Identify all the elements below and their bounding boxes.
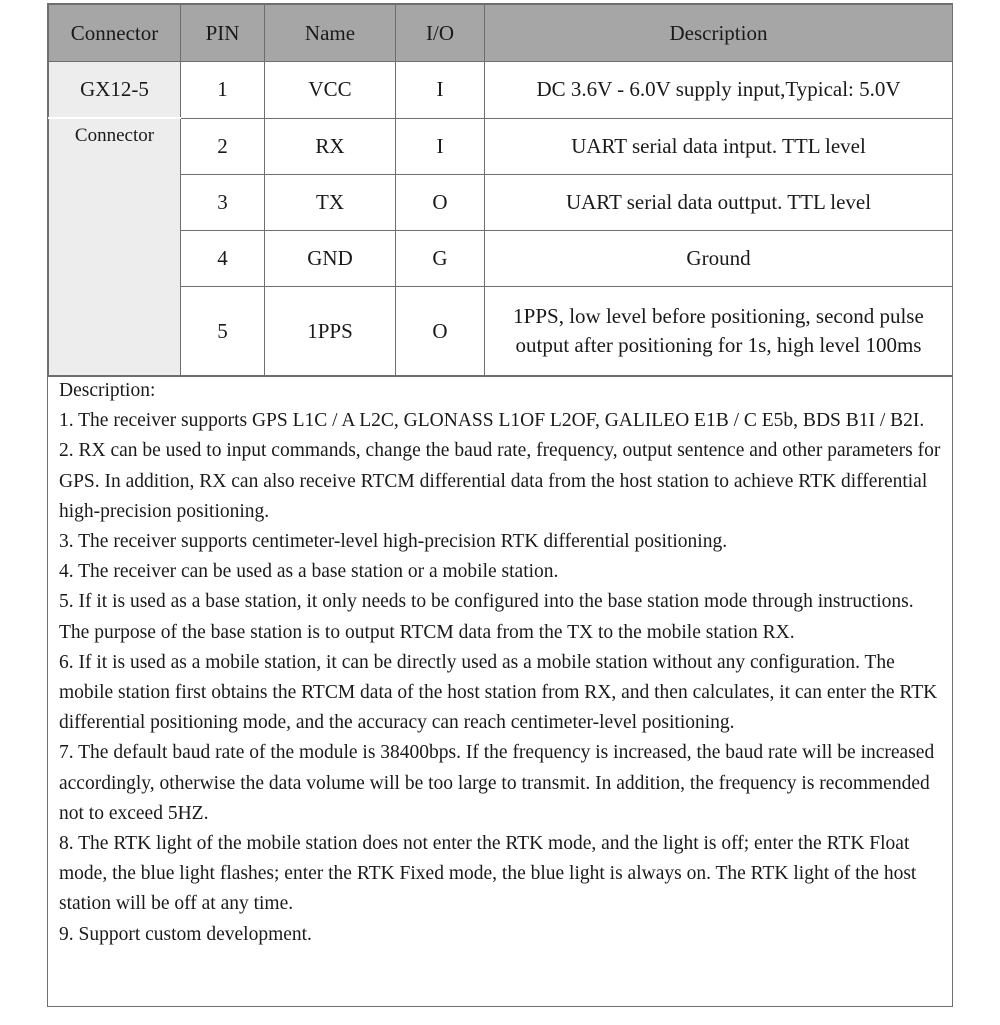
io-cell: O	[396, 286, 485, 376]
description-cell: UART serial data outtput. TTL level	[485, 174, 953, 230]
name-cell: RX	[265, 118, 396, 174]
description-cell: 1PPS, low level before positioning, second pulse output after positioning for 1s, high level 100ms	[485, 286, 953, 376]
description-cell: Ground	[485, 230, 953, 286]
table-row	[49, 230, 953, 286]
table-row	[49, 118, 953, 174]
io-cell: O	[396, 174, 485, 230]
pin-cell: 5	[181, 286, 265, 376]
notes-heading: Description:	[59, 380, 156, 401]
header-io: I/O	[396, 5, 485, 62]
note-item: 9. Support custom development.	[59, 923, 312, 945]
connector-name-cell: GX12-5	[49, 62, 181, 119]
table-row	[49, 174, 953, 230]
io-cell: I	[396, 118, 485, 174]
header-pin: PIN	[181, 5, 265, 62]
name-cell: TX	[265, 174, 396, 230]
pin-cell: 3	[181, 174, 265, 230]
name-cell: VCC	[265, 62, 396, 119]
header-connector: Connector	[49, 5, 181, 62]
name-cell: GND	[265, 230, 396, 286]
note-item: 6. If it is used as a mobile station, it can be directly used as a mobile station without any configuration. The mobile station first obtains the RTCM data of the host station from RX, and then calculates, it can enter the RTK differential positioning mode, and the accuracy can reach centimeter-level positioning.	[59, 651, 938, 734]
note-item: 7. The default baud rate of the module is 38400bps. If the frequency is increased, the baud rate will be increased accordingly, otherwise the data volume will be too large to transmit. In addition, the frequency is recommended not to exceed 5HZ.	[59, 742, 935, 824]
note-item: 8. The RTK light of the mobile station does not enter the RTK mode, and the light is off; enter the RTK Float mode, the blue light flashes; enter the RTK Fixed mode, the blue light is always on. The RTK light of the host station will be off at any time.	[59, 833, 917, 915]
description-cell: UART serial data intput. TTL level	[485, 118, 953, 174]
pin-cell: 1	[181, 62, 265, 119]
pinout-document	[47, 3, 953, 1007]
name-cell: 1PPS	[265, 286, 396, 376]
pin-table	[48, 4, 953, 377]
pin-cell: 4	[181, 230, 265, 286]
note-item: 1. The receiver supports GPS L1C / A L2C, GLONASS L1OF L2OF, GALILEO E1B / C E5b, BDS B1I / B2I.	[59, 410, 925, 432]
description-cell: DC 3.6V - 6.0V supply input,Typical: 5.0V	[485, 62, 953, 119]
pin-cell: 2	[181, 118, 265, 174]
note-item: 4. The receiver can be used as a base station or a mobile station.	[59, 561, 559, 583]
table-header-row	[49, 5, 953, 62]
table-row	[49, 62, 953, 119]
io-cell: I	[396, 62, 485, 119]
note-item: 5. If it is used as a base station, it only needs to be configured into the base station mode through instructions. The purpose of the base station is to output RTCM data from the TX to the mobile station RX.	[59, 591, 914, 643]
connector-label-cell: Connector	[49, 118, 181, 376]
table-row	[49, 286, 953, 376]
header-description: Description	[485, 5, 953, 62]
note-item: 3. The receiver supports centimeter-level high-precision RTK differential positioning.	[59, 531, 728, 553]
io-cell: G	[396, 230, 485, 286]
description-notes	[48, 375, 952, 950]
note-item: 2. RX can be used to input commands, change the baud rate, frequency, output sentence and other parameters for GPS. In addition, RX can also receive RTCM differential data from the host station to achieve RTK differential high-precision positioning.	[59, 440, 941, 522]
header-name: Name	[265, 5, 396, 62]
